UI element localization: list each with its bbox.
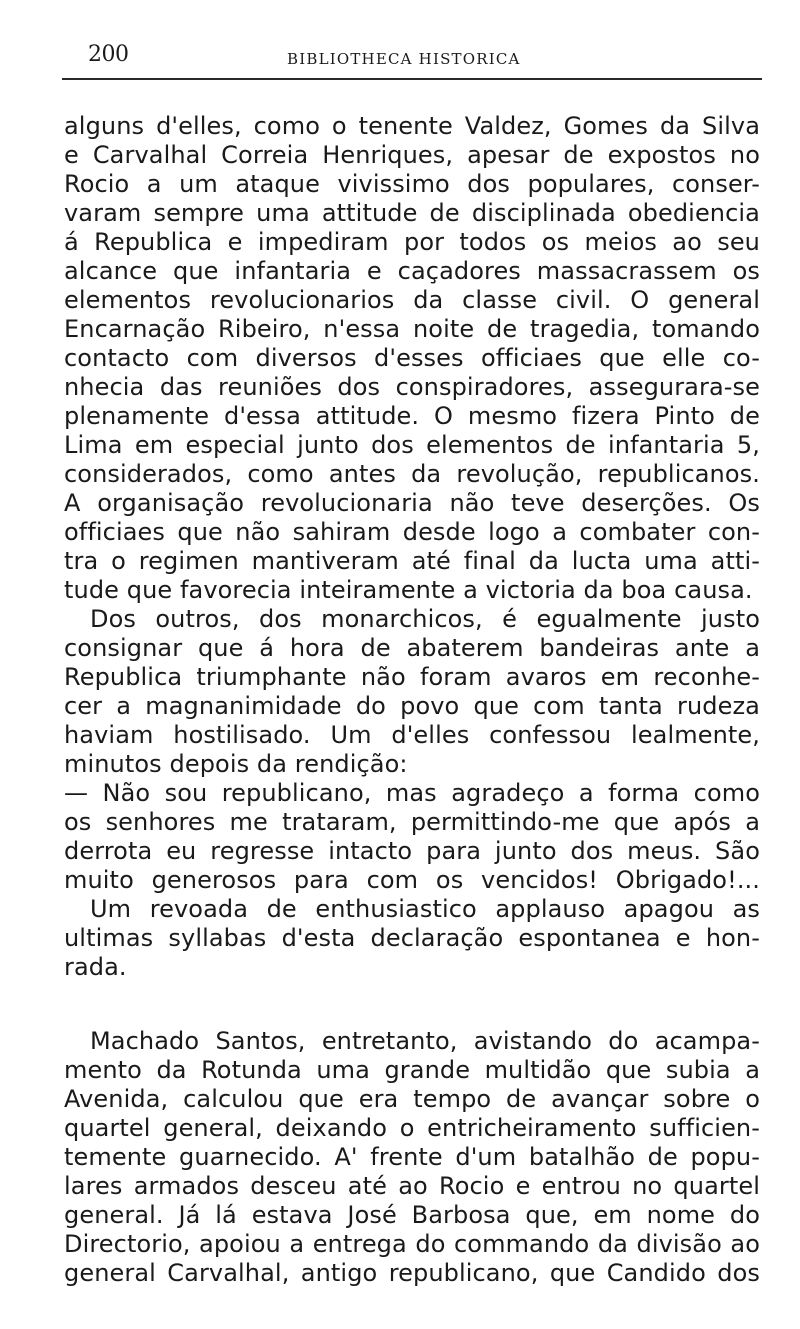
paragraph-5 <box>64 1027 760 1288</box>
text-line: á Republica e impediram por todos os meios ao seu <box>64 228 760 256</box>
text-line: derrota eu regresse intacto para junto dos meus. São <box>64 837 760 865</box>
text-line: os senhores me trataram, permittindo-me que após a <box>64 808 760 836</box>
text-line: temente guarnecido. A' frente d'um batalhão de popu- <box>64 1143 760 1171</box>
text-line: minutos depois da rendição: <box>64 750 408 778</box>
text-line: considerados, como antes da revolução, republicanos. <box>64 460 760 488</box>
text-line: Um revoada de enthusiastico applauso apagou as <box>90 895 760 923</box>
page-number: 200 <box>88 42 129 67</box>
text-line: haviam hostilisado. Um d'elles confessou lealmente, <box>64 721 760 749</box>
text-line: tude que favorecia inteiramente a victoria da boa causa. <box>64 576 753 604</box>
text-line: mento da Rotunda uma grande multidão que subia a <box>64 1056 760 1084</box>
text-line: Lima em especial junto dos elementos de infantaria 5, <box>64 431 760 459</box>
text-line: Rocio a um ataque vivissimo dos populares, conser- <box>64 170 760 198</box>
text-line: consignar que á hora de abaterem bandeiras ante a <box>64 634 760 662</box>
text-line: Avenida, calculou que era tempo de avançar sobre o <box>64 1085 760 1113</box>
text-line: officiaes que não sahiram desde logo a combater con- <box>64 518 760 546</box>
text-line: Encarnação Ribeiro, n'essa noite de tragedia, tomando <box>64 315 760 343</box>
section-gap <box>64 982 760 1027</box>
text-line: quartel general, deixando o entricheiramento sufficien- <box>64 1114 760 1142</box>
text-line: alcance que infantaria e caçadores massacrassem os <box>64 257 760 285</box>
text-line: general. Já lá estava José Barbosa que, em nome do <box>64 1201 760 1229</box>
text-line: ultimas syllabas d'esta declaração espontanea e hon- <box>64 924 760 952</box>
text-line: general Carvalhal, antigo republicano, que Candido dos <box>64 1259 760 1287</box>
body-text <box>64 112 760 1288</box>
paragraph-1 <box>64 112 760 605</box>
running-head: BIBLIOTHECA HISTORICA <box>287 50 521 68</box>
text-line: A organisação revolucionaria não teve deserções. Os <box>64 489 760 517</box>
paragraph-2 <box>64 605 760 779</box>
text-line: tra o regimen mantiveram até final da lucta uma atti- <box>64 547 760 575</box>
text-line: contacto com diversos d'esses officiaes que elle co- <box>64 344 760 372</box>
page-header <box>62 40 762 80</box>
text-line: elementos revolucionarios da classe civil. O general <box>64 286 760 314</box>
text-line: Republica triumphante não foram avaros em reconhe- <box>64 663 760 691</box>
paragraph-4 <box>64 895 760 982</box>
text-line: Directorio, apoiou a entrega do commando da divisão ao <box>64 1230 760 1258</box>
paragraph-3 <box>64 779 760 895</box>
text-line: alguns d'elles, como o tenente Valdez, Gomes da Silva <box>64 112 760 140</box>
text-line: varam sempre uma attitude de disciplinada obediencia <box>64 199 760 227</box>
text-line: Dos outros, dos monarchicos, é egualmente justo <box>90 605 760 633</box>
text-line: nhecia das reuniões dos conspiradores, assegurara-se <box>64 373 760 401</box>
text-line: lares armados desceu até ao Rocio e entrou no quartel <box>64 1172 760 1200</box>
text-line: rada. <box>64 953 127 981</box>
text-line: — Não sou republicano, mas agradeço a forma como <box>64 779 760 807</box>
text-line: muito generosos para com os vencidos! Obrigado!... <box>64 866 760 894</box>
text-line: cer a magnanimidade do povo que com tanta rudeza <box>64 692 760 720</box>
text-line: plenamente d'essa attitude. O mesmo fizera Pinto de <box>64 402 760 430</box>
text-line: e Carvalhal Correia Henriques, apesar de expostos no <box>64 141 760 169</box>
text-line: Machado Santos, entretanto, avistando do acampa- <box>90 1027 760 1055</box>
header-rule <box>62 78 762 80</box>
